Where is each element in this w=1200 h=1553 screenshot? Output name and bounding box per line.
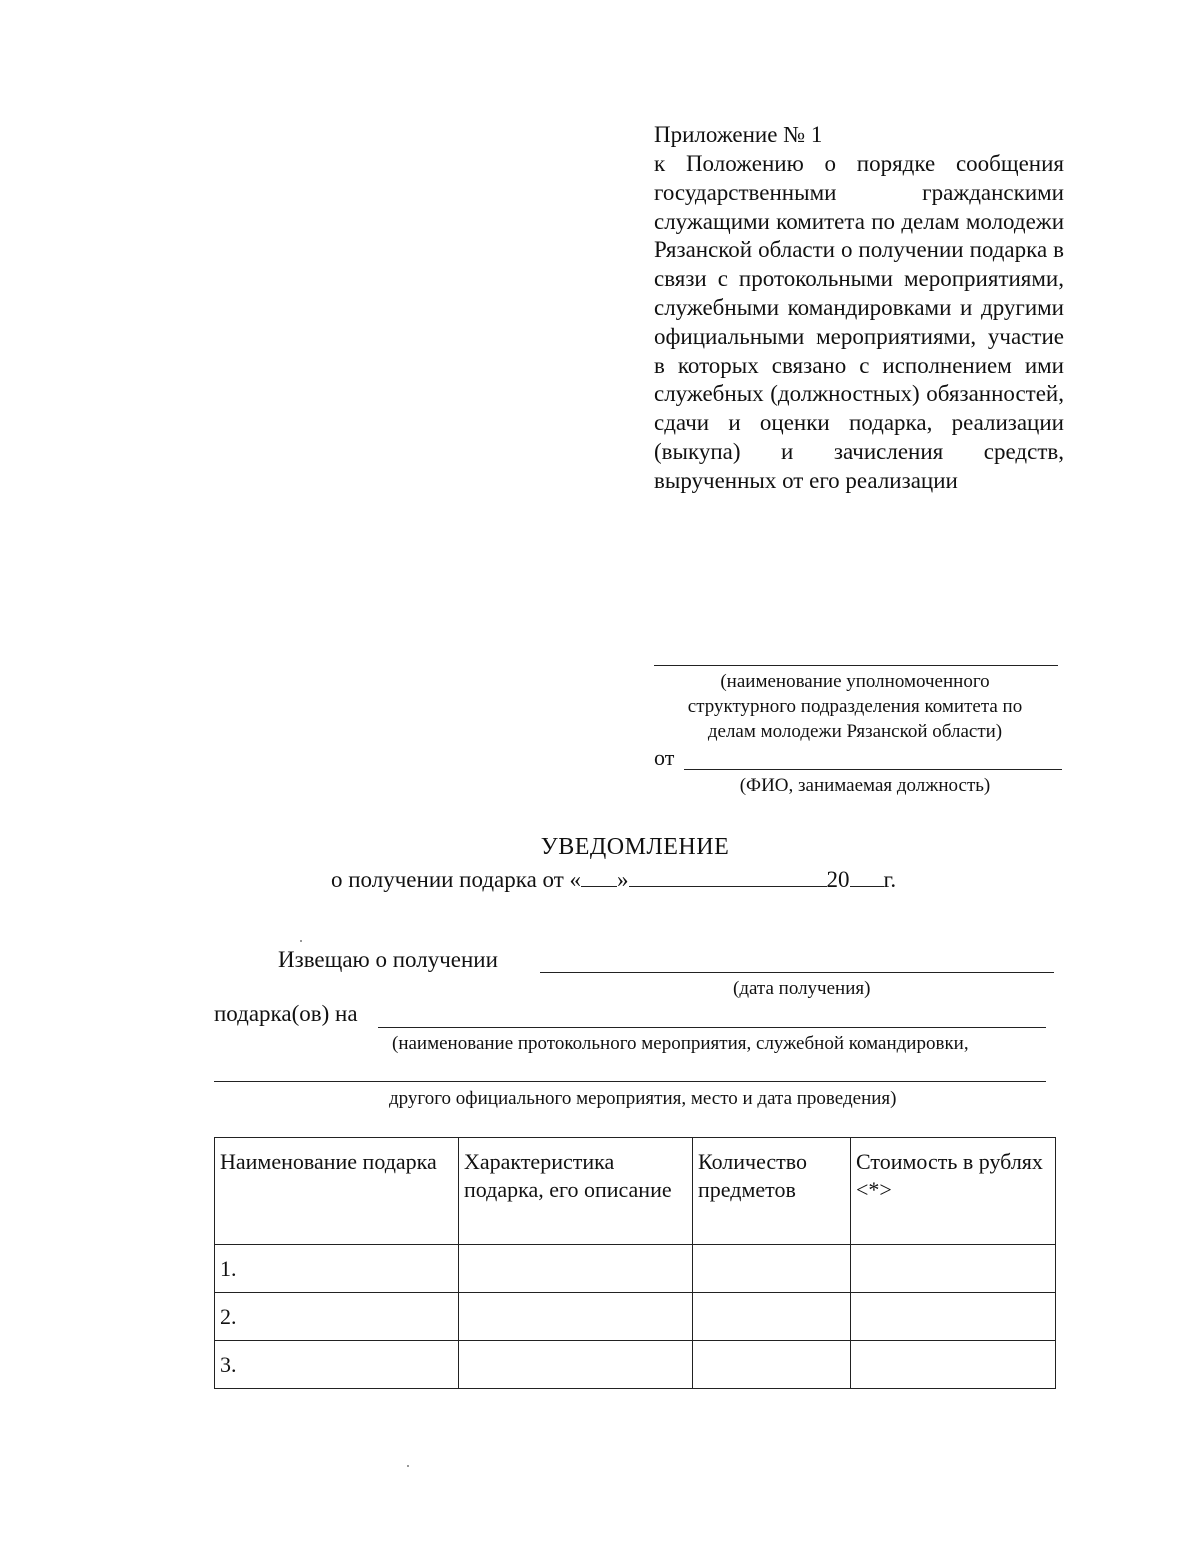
inform-text: Извещаю о получении	[278, 947, 498, 972]
table-cell[interactable]: 1.	[215, 1245, 459, 1293]
table-cell[interactable]: 2.	[215, 1293, 459, 1341]
table-cell[interactable]	[693, 1245, 851, 1293]
document-title: УВЕДОМЛЕНИЕ	[540, 834, 730, 860]
table-cell[interactable]	[693, 1341, 851, 1389]
table-cell[interactable]	[851, 1341, 1056, 1389]
event-name-line	[378, 1027, 1046, 1028]
table-cell[interactable]	[851, 1293, 1056, 1341]
table-row	[215, 1293, 1056, 1341]
date-received-caption: (дата получения)	[733, 978, 871, 999]
table-header-row	[215, 1138, 1056, 1245]
unit-caption-line-1: (наименование уполномоченного	[720, 671, 990, 692]
unit-caption-line-2: структурного подразделения комитета по	[687, 696, 1023, 717]
gifts-table	[214, 1137, 1056, 1389]
table-cell[interactable]	[459, 1245, 693, 1293]
table-cell[interactable]	[459, 1341, 693, 1389]
gifts-on-text: подарка(ов) на	[214, 1001, 358, 1026]
event-details-line	[214, 1081, 1046, 1082]
fio-caption: (ФИО, занимаемая должность)	[739, 775, 991, 796]
unit-name-line	[654, 665, 1058, 666]
date-received-line	[540, 972, 1054, 973]
from-label: от	[654, 745, 675, 770]
subtitle-suffix: г.	[883, 867, 897, 892]
annex-body: к Положению о порядке сообщения государственными гражданскими служащими комитета по делам молодежи Рязанской области о получении подарка в связи с протокольными мероприятиями, служебными командировками и другими официальными мероприятиями, участие в которых связано с исполнением ими служебных (должностных) обязанностей, сдачи и оценки подарка, реализации (выкупа) и зачисления средств, вырученных от его реализации	[654, 151, 1064, 493]
subtitle-year: 20	[826, 867, 850, 892]
unit-caption-line-3: делам молодежи Рязанской области)	[707, 721, 1003, 742]
subtitle-quote: »	[617, 867, 629, 892]
table-cell[interactable]	[693, 1293, 851, 1341]
table-row	[215, 1341, 1056, 1389]
header-gift-name: Наименование подарка	[215, 1138, 459, 1245]
table-cell[interactable]: 3.	[215, 1341, 459, 1389]
year-blank	[850, 886, 884, 887]
unit-name-caption	[640, 669, 1070, 744]
subtitle-prefix: о получении подарка от «	[331, 867, 582, 892]
header-quantity: Количество предметов	[693, 1138, 851, 1245]
table-row	[215, 1245, 1056, 1293]
month-blank	[629, 886, 827, 887]
document-subtitle	[331, 867, 896, 893]
header-cost: Стоимость в рублях <*>	[851, 1138, 1056, 1245]
table-cell[interactable]	[851, 1245, 1056, 1293]
day-blank	[581, 886, 617, 887]
header-gift-description: Характеристика подарка, его описание	[459, 1138, 693, 1245]
fio-line	[684, 769, 1062, 770]
scan-speck	[407, 1465, 409, 1467]
event-caption-2: другого официального мероприятия, место и дата проведения)	[389, 1088, 897, 1109]
annex-title: Приложение № 1	[654, 122, 823, 147]
scan-speck	[300, 940, 302, 942]
table-cell[interactable]	[459, 1293, 693, 1341]
event-caption-1: (наименование протокольного мероприятия, служебной командировки,	[392, 1033, 969, 1054]
